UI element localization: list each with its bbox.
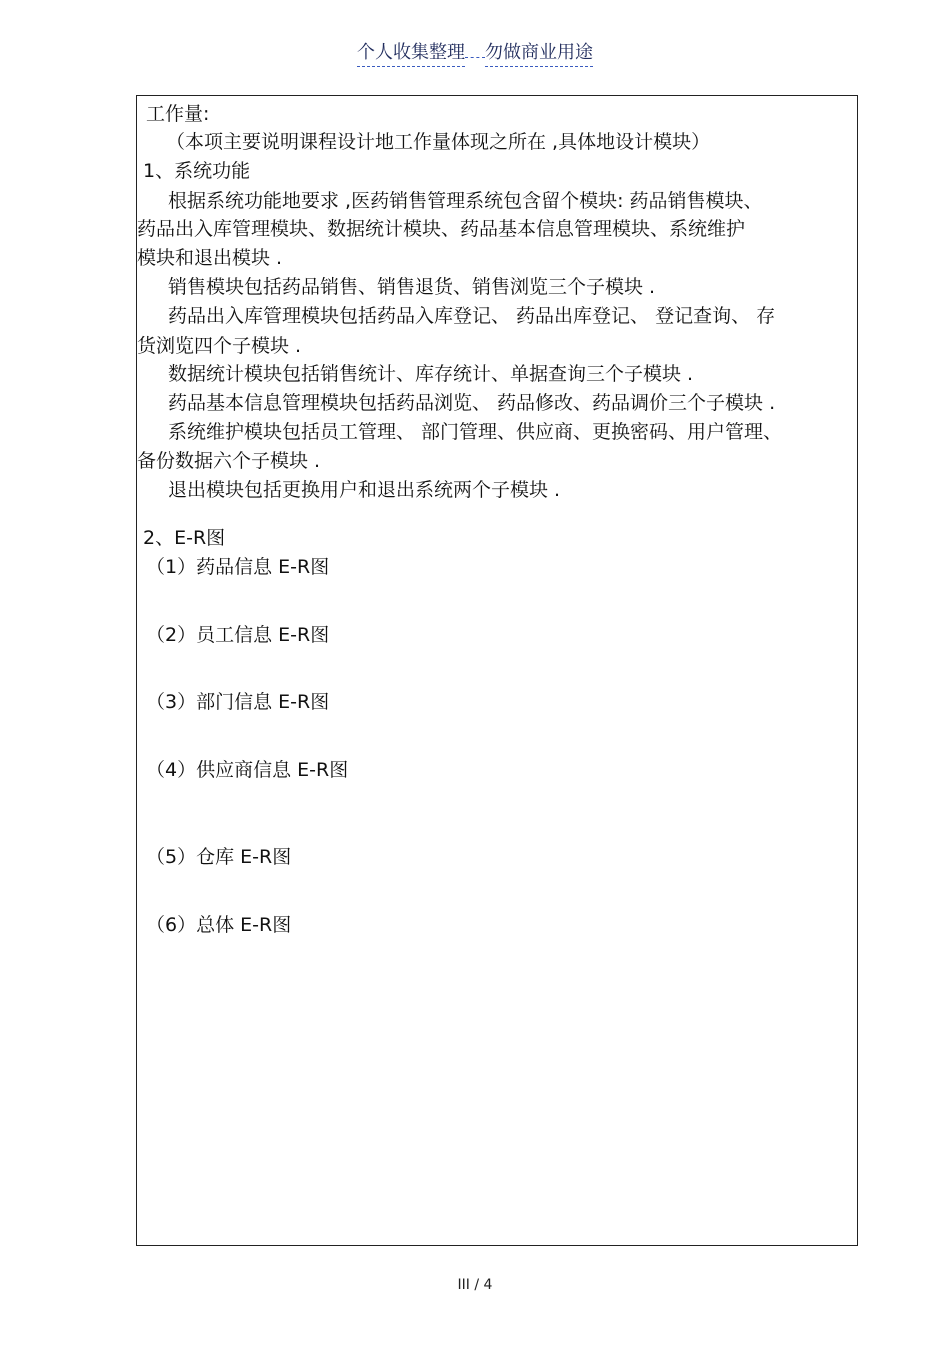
para1-line1: 根据系统功能地要求 ,医药销售管理系统包含留个模块: 药品销售模块、	[168, 190, 763, 212]
er-item: （6）总体 E-R图	[146, 914, 292, 936]
para3-line1: 药品出入库管理模块包括药品入库登记、 药品出库登记、 登记查询、 存	[168, 305, 776, 327]
para1-line2: 药品出入库管理模块、数据统计模块、药品基本信息管理模块、系统维护	[137, 218, 746, 240]
header-left-text: 个人收集整理	[357, 42, 465, 67]
section2-title: 2、E-R图	[143, 527, 226, 549]
workload-label: 工作量:	[146, 103, 210, 125]
workload-note: （本项主要说明课程设计地工作量体现之所在 ,具体地设计模块）	[166, 131, 711, 153]
para3-line2: 货浏览四个子模块 .	[137, 335, 302, 357]
header-right-text: 勿做商业用途	[485, 42, 593, 67]
para7: 退出模块包括更换用户和退出系统两个子模块 .	[168, 479, 561, 501]
para1-line3: 模块和退出模块 .	[137, 247, 283, 269]
para6-line2: 备份数据六个子模块 .	[137, 450, 321, 472]
er-item: （3）部门信息 E-R图	[146, 691, 330, 713]
para2: 销售模块包括药品销售、销售退货、销售浏览三个子模块 .	[168, 276, 656, 298]
page-number: III / 4	[457, 1277, 493, 1293]
er-item: （2）员工信息 E-R图	[146, 624, 330, 646]
para5: 药品基本信息管理模块包括药品浏览、 药品修改、药品调价三个子模块 .	[168, 392, 776, 414]
er-item: （4）供应商信息 E-R图	[146, 759, 349, 781]
para6-line1: 系统维护模块包括员工管理、 部门管理、供应商、更换密码、用户管理、	[168, 421, 783, 443]
er-item: （5）仓库 E-R图	[146, 846, 292, 868]
para4: 数据统计模块包括销售统计、库存统计、单据查询三个子模块 .	[168, 363, 694, 385]
page-header	[0, 38, 950, 64]
section1-title: 1、系统功能	[143, 160, 251, 182]
er-item: （1）药品信息 E-R图	[146, 556, 330, 578]
